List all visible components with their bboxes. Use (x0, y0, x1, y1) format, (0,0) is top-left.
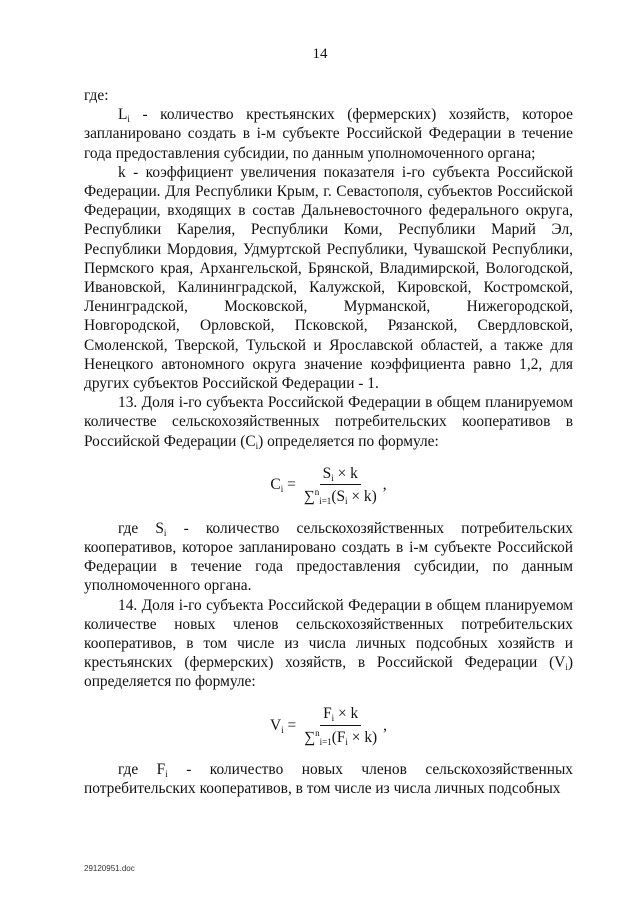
definition-L-text: - количество крестьянских (фермерских) хозяйств, которое запланировано создать в i-м субъекте Российской Федерации в течение года предоставления субсидии, по данным уполномоченного органа; (84, 106, 573, 162)
clause-14-tail: ) определяется по формуле: (84, 654, 573, 691)
formula-V-lhs: $V_i$ = (269, 717, 297, 736)
definition-S-label: где S (118, 519, 164, 537)
formula-V-comma: , (383, 717, 387, 735)
document-body (84, 86, 573, 798)
formula-V-denominator: $\sum^n_{i=1}(F_i \times k)$ (304, 727, 378, 747)
clause-13: 13. Доля i-го субъекта Российской Федерации в общем планируемом количестве сельскохозяйственных потребительских кооперативов в Российской Федерации $(C_i)$ определяется по формуле: (84, 394, 573, 451)
formula-C (84, 451, 573, 519)
formula-V (84, 692, 573, 760)
definition-k: k - коэффициент увеличения показателя i-го субъекта Российской Федерации. Для Республики Крым, г. Севастополя, субъектов Российской Федерации, входящих в состав Дальневосточного федерального округа, Республики Карелия, Республики Коми, Республики Марий Эл, Республики Мордовия, Удмуртской Республики, Чувашской Республики, Пермского края, Архангельской, Брянской, Владимирской, Вологодской, Ивановской, Калининградской, Калужской, Кировской, Костромской, Ленинградской, Московской, Мурманской, Нижегородской, Новгородской, Орловской, Псковской, Рязанской, Свердловской, Смоленской, Тверской, Тульской и Ярославской областей, а также для Ненецкого автономного округа значение коэффициента равно 1,2, для других субъектов Российской Федерации - 1. (84, 163, 573, 393)
clause-14: 14. Доля i-го субъекта Российской Федерации в общем планируемом количестве новых членов сельскохозяйственных потребительских кооперативов, в том числе из числа личных подсобных хозяйств и крестьянских (фермерских) хозяйств, в Российской Федерации $(V_i)$ определяется по формуле: (84, 596, 573, 691)
definition-S: где $S_i$ - количество сельскохозяйственных потребительских кооперативов, которое запланировано создать в i-м субъекте Российской Федерации в течение года предоставления субсидии, по данным уполномоченного органа. (84, 519, 573, 595)
formula-C-lhs: $C_i$ = (270, 476, 296, 495)
formula-V-numerator: $F_i \times k$ (320, 704, 361, 725)
clause-13-tail: ) определяется по формуле: (258, 432, 439, 450)
formula-C-denominator: $\sum^n_{i=1}(S_i \times k)$ (303, 486, 377, 506)
page-number: 14 (312, 46, 328, 62)
formula-C-fraction (301, 464, 380, 506)
formula-C-comma: , (382, 476, 387, 494)
definition-F-label: где F (118, 760, 166, 778)
intro-text (84, 86, 573, 105)
definition-F: где $F_i$ - количество новых членов сельскохозяйственных потребительских кооперативов, в том числе из числа личных подсобных (84, 760, 573, 797)
definition-S-text: - количество сельскохозяйственных потребительских кооперативов, которое запланировано создать в i-м субъекте Российской Федерации в течение года предоставления субсидии, по данным уполномоченного органа. (84, 519, 573, 595)
clause-14-text: 14. Доля i-го субъекта Российской Федерации в общем планируемом количестве новых членов сельскохозяйственных потребительских кооперативов, в том числе из числа личных подсобных хозяйств и крестьянских (фермерских) хозяйств, в Российской Федерации (V (84, 596, 573, 672)
definition-F-text: - количество новых членов сельскохозяйственных потребительских кооперативов, в том числе из числа личных подсобных (84, 760, 573, 797)
clause-13-text: 13. Доля i-го субъекта Российской Федерации в общем планируемом количестве сельскохозяйственных потребительских кооперативов в Российской Федерации (C (84, 394, 573, 450)
formula-V-fraction (301, 704, 380, 746)
definition-L: $L_i$ - количество крестьянских (фермерских) хозяйств, которое запланировано создать в i-м субъекте Российской Федерации в течение года предоставления субсидии, по данным уполномоченного органа; (84, 106, 573, 162)
intro-label: где: (84, 87, 109, 104)
formula-C-numerator: $S_i \times k$ (320, 464, 361, 485)
file-footer: 29120951.doc (84, 864, 135, 873)
